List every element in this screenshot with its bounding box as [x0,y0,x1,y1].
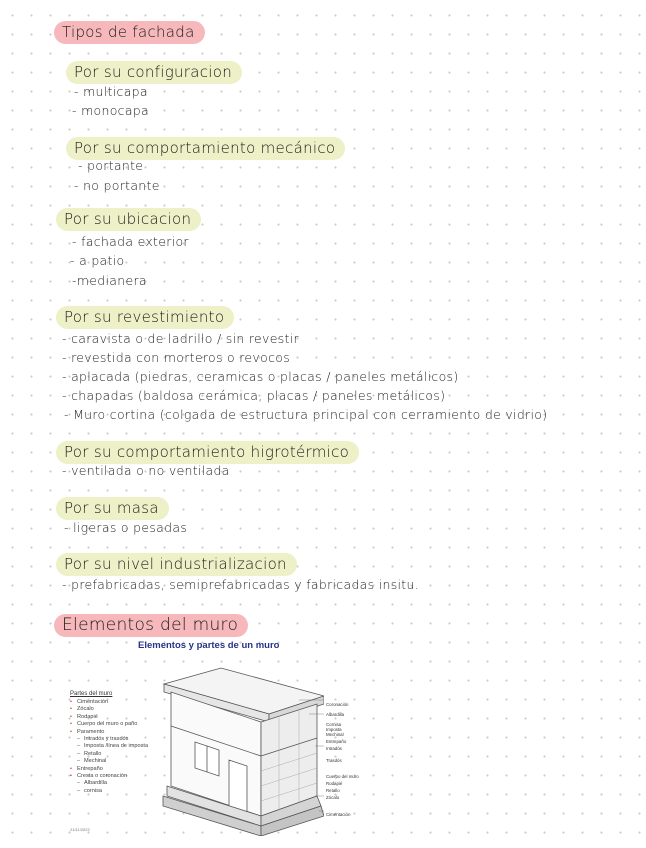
list-item: • Paramento [70,729,160,736]
heading-comportamiento-mecanico: Por su comportamiento mecánico [66,137,345,160]
label-cimentacion: Cimentación [326,812,351,817]
list-item: – cornisa [70,788,160,795]
list-item: - no portante [74,178,160,193]
list-item: - prefabricadas, semiprefabricadas y fabricadas insitu. [62,577,419,592]
list-item: • Cuerpo del muro o paño [70,721,160,728]
heading-masa: Por su masa [56,497,169,520]
list-item: - a patio [70,253,125,268]
heading-ubicacion: Por su ubicacion [56,208,201,231]
list-item: - Muro cortina (colgada de estructura principal con cerramiento de vidrio) [64,407,548,422]
list-item: • Cresta o coronación [70,773,160,780]
list-item: • Entrepaño [70,766,160,773]
label-rodapie: Rodapié [326,781,343,786]
heading-tipos-de-fachada: Tipos de fachada [54,21,205,44]
list-item: - monocapa [72,103,150,118]
list-item: - caravista o de ladrillo / sin revestir [62,331,299,346]
label-coronacion: Coronación [326,702,349,707]
label-entrepano: Entrepaño [326,739,347,744]
list-item: • Rodapié [70,714,160,721]
list-item: - ligeras o pesadas [64,520,188,535]
list-item: – Albardilla [70,780,160,787]
heading-revestimiento: Por su revestimiento [56,306,234,329]
list-item: - aplacada (piedras, ceramicas o placas / paneles metálicos) [62,369,459,384]
list-item: • Cimentación [70,699,160,706]
label-albardilla: Albardilla [326,712,345,717]
label-cornisa: Cornisa [326,722,342,727]
list-item: – Mechinal [70,758,160,765]
label-intrados: Intradós [326,746,342,751]
heading-elementos-del-muro: Elementos del muro [54,614,248,637]
wall-illustration [149,656,324,836]
label-retallo: Retallo [326,788,340,793]
heading-comportamiento-higrotermico: Por su comportamiento higrotérmico [56,441,359,464]
list-item: - chapadas (baldosa cerámica, placas / paneles metálicos) [62,388,446,403]
list-item: - revestida con morteros o revocos [62,350,291,365]
list-item: -medianera [72,273,147,288]
label-cuerpo-del-muro: Cuerpo del muro [326,774,359,779]
figure-footnote: 21/11/2022 [70,827,90,832]
parts-title: Partes del muro [70,691,113,697]
list-item: - fachada exterior [72,234,189,249]
label-imposta: Imposta [326,727,342,732]
list-item: – Retallo [70,751,160,758]
parts-list [70,699,160,795]
list-item: - multicapa [74,84,148,99]
list-item: • Zócalo [70,706,160,713]
label-zocalo: Zócalo [326,795,340,800]
heading-nivel-industrializacion: Por su nivel industrializacion [56,553,297,576]
figure-title: Elementos y partes de un muro [138,640,280,651]
list-item: – Imposta /línea de imposta [70,743,160,750]
list-item: – Intradós y trasdós [70,736,160,743]
wall-elements-figure [64,636,364,836]
list-item: - portante [78,158,144,173]
label-mechinal: Mechinal [326,732,344,737]
label-trasdos: Trasdós [326,758,342,763]
heading-configuracion: Por su configuracion [66,61,242,84]
list-item: - ventilada o no ventilada [62,463,230,478]
